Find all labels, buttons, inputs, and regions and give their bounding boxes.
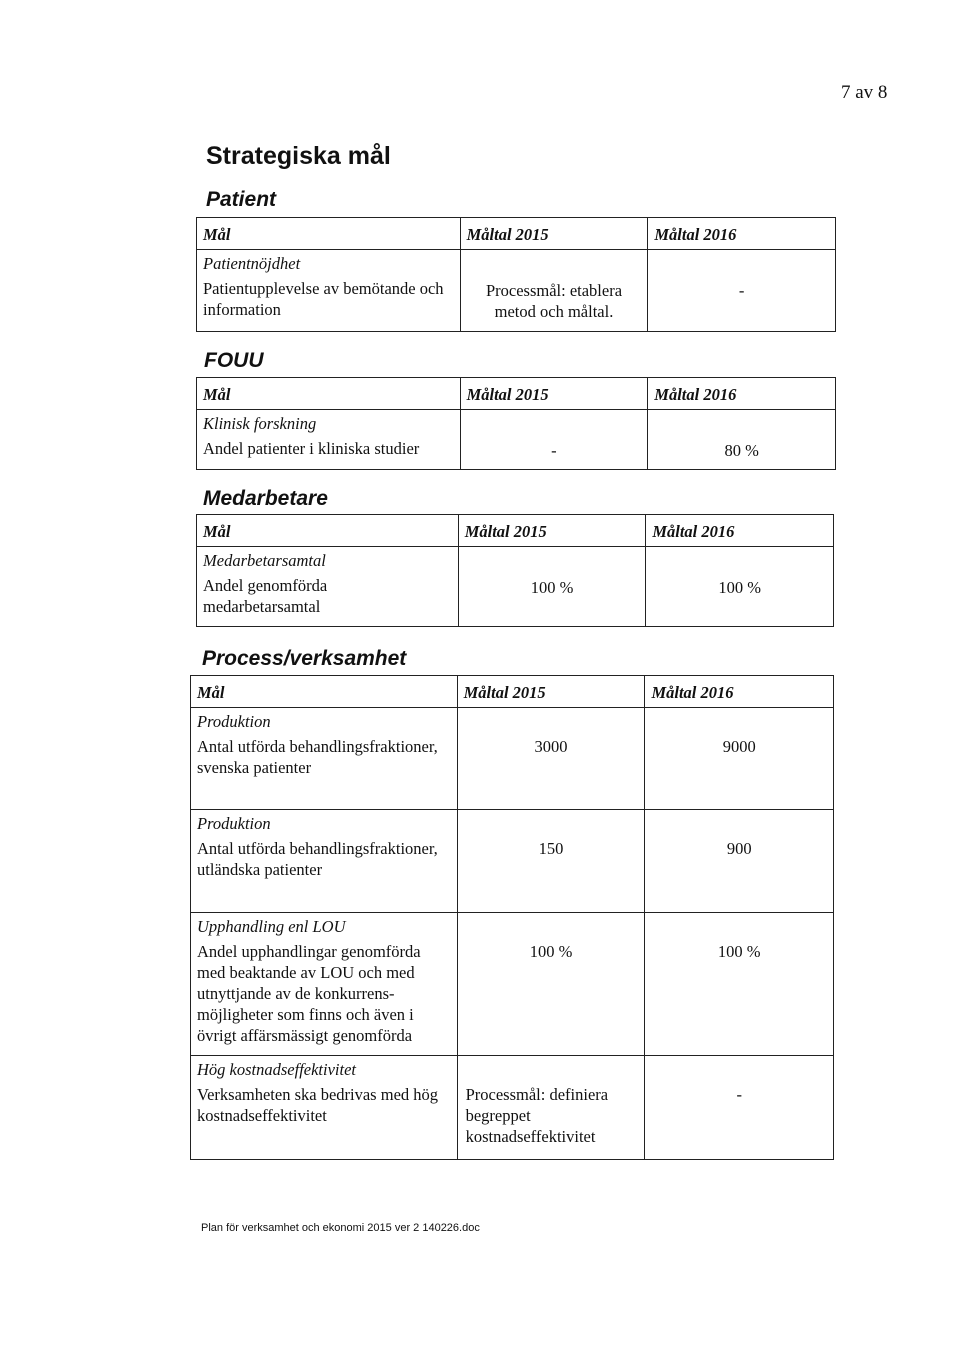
goal-description: Patientupplevelse av bemötande och information <box>203 279 444 319</box>
goal-cell <box>197 250 461 332</box>
section-title-process: Process/verksamhet <box>202 647 407 670</box>
table-header-row <box>197 378 836 410</box>
footer-filename: Plan för verksamhet och ekonomi 2015 ver 2 140226.doc <box>201 1222 480 1234</box>
target-2016-cell: 80 % <box>648 410 836 470</box>
goal-category: Produktion <box>197 712 271 731</box>
patient-table <box>196 217 836 332</box>
goal-category: Upphandling enl LOU <box>197 917 346 936</box>
goal-category: Medarbetarsamtal <box>203 551 326 570</box>
goal-description: Andel patienter i kliniska studier <box>203 439 420 458</box>
header-target-2015: Måltal 2015 <box>460 218 648 250</box>
table-row <box>197 410 836 470</box>
header-goal: Mål <box>197 378 461 410</box>
goal-cell <box>197 410 461 470</box>
header-goal: Mål <box>191 676 458 708</box>
goal-cell <box>191 810 458 913</box>
target-2015-cell: 150 <box>457 810 645 913</box>
goal-category: Hög kostnadseffektivitet <box>197 1060 356 1079</box>
fouu-table <box>196 377 836 470</box>
table-row <box>191 810 834 913</box>
header-target-2015: Måltal 2015 <box>458 515 646 547</box>
table-header-row <box>197 515 834 547</box>
target-2016-cell: 100 % <box>645 913 834 1056</box>
header-target-2015: Måltal 2015 <box>460 378 648 410</box>
target-2016-cell: 9000 <box>645 708 834 810</box>
header-target-2016: Måltal 2016 <box>645 676 834 708</box>
process-table <box>190 675 834 1160</box>
target-2015-cell: 3000 <box>457 708 645 810</box>
header-target-2016: Måltal 2016 <box>648 218 836 250</box>
medarbetare-table <box>196 514 834 627</box>
target-2016-cell: 900 <box>645 810 834 913</box>
goal-cell <box>191 708 458 810</box>
target-2016-cell: - <box>645 1056 834 1160</box>
table-row <box>191 1056 834 1160</box>
section-title-medarbetare: Medarbetare <box>203 487 328 510</box>
page-title: Strategiska mål <box>206 142 391 170</box>
goal-cell <box>197 547 459 627</box>
target-2016-cell: - <box>648 250 836 332</box>
section-title-fouu: FOUU <box>204 349 264 372</box>
goal-cell <box>191 913 458 1056</box>
target-2015-cell: Processmål: definiera begreppet kostnadseffektivitet <box>457 1056 645 1160</box>
goal-description: Andel upphandlingar genomförda med beaktande av LOU och med utnyttjande av de konkurrens-möjligheter som finns och även i övrigt affärsmässigt genomförda <box>197 942 421 1045</box>
table-header-row <box>197 218 836 250</box>
goal-cell <box>191 1056 458 1160</box>
table-row <box>191 913 834 1056</box>
header-target-2016: Måltal 2016 <box>648 378 836 410</box>
table-header-row <box>191 676 834 708</box>
goal-category: Patientnöjdhet <box>203 254 301 273</box>
goal-category: Produktion <box>197 814 271 833</box>
goal-description: Antal utförda behandlingsfraktioner, svenska patienter <box>197 737 438 777</box>
goal-description: Andel genomförda medarbetarsamtal <box>203 576 328 616</box>
header-target-2015: Måltal 2015 <box>457 676 645 708</box>
page-number: 7 av 8 <box>841 82 888 103</box>
target-2015-cell: 100 % <box>458 547 646 627</box>
target-2015-cell: - <box>460 410 648 470</box>
header-goal: Mål <box>197 515 459 547</box>
table-row <box>191 708 834 810</box>
table-row <box>197 547 834 627</box>
section-title-patient: Patient <box>206 188 277 211</box>
target-2015-cell: Processmål: etablera metod och måltal. <box>460 250 648 332</box>
target-2016-cell: 100 % <box>646 547 834 627</box>
goal-category: Klinisk forskning <box>203 414 317 433</box>
table-row <box>197 250 836 332</box>
header-target-2016: Måltal 2016 <box>646 515 834 547</box>
goal-description: Antal utförda behandlingsfraktioner, utländska patienter <box>197 839 438 879</box>
header-goal: Mål <box>197 218 461 250</box>
goal-description: Verksamheten ska bedrivas med hög kostnadseffektivitet <box>197 1085 439 1125</box>
target-2015-cell: 100 % <box>457 913 645 1056</box>
